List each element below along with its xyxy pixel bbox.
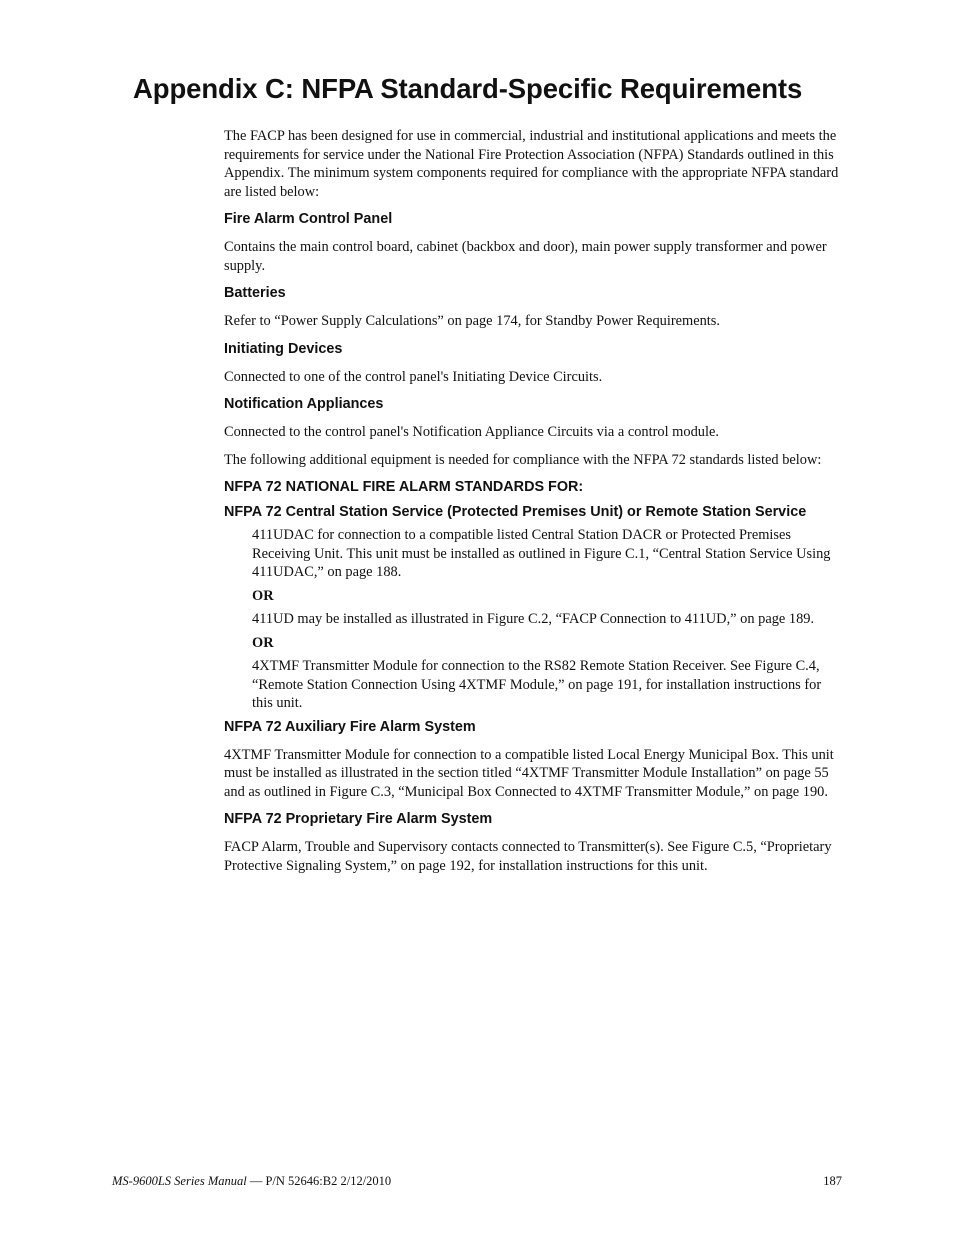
- page-number: 187: [823, 1174, 842, 1188]
- heading-central-station-service: NFPA 72 Central Station Service (Protected Premises Unit) or Remote Station Service: [224, 504, 807, 520]
- facp-paragraph: Contains the main control board, cabinet (backbox and door), main power supply transformer and power supply.: [224, 239, 827, 274]
- central-station-item-411ud: 411UD may be installed as illustrated in Figure C.2, “FACP Connection to 411UD,” on page 189.: [252, 611, 815, 627]
- or-separator: OR: [252, 634, 274, 651]
- footer-manual-info: [112, 1174, 391, 1189]
- footer-part-number: — P/N 52646:B2 2/12/2010: [246, 1174, 392, 1188]
- or-separator: OR: [252, 587, 274, 604]
- additional-equipment-paragraph: The following additional equipment is needed for compliance with the NFPA 72 standards listed below:: [224, 451, 822, 468]
- heading-nfpa72-standards: NFPA 72 NATIONAL FIRE ALARM STANDARDS FOR:: [224, 479, 584, 495]
- heading-auxiliary-fire-alarm: NFPA 72 Auxiliary Fire Alarm System: [224, 718, 476, 735]
- intro-paragraph: The FACP has been designed for use in commercial, industrial and institutional applications and meets the requirements for service under the National Fire Protection Association (NFPA) Standards outlined in this Appendix. The minimum system components required for compliance with the appropriate NFPA standard are listed below:: [224, 128, 839, 200]
- batteries-paragraph: Refer to “Power Supply Calculations” on page 174, for Standby Power Requirements.: [224, 313, 720, 329]
- heading-proprietary-fire-alarm: NFPA 72 Proprietary Fire Alarm System: [224, 811, 493, 827]
- document-body: [224, 127, 844, 875]
- auxiliary-paragraph: 4XTMF Transmitter Module for connection to a compatible listed Local Energy Municipal Box. This unit must be installed as illustrated in the section titled “4XTMF Transmitter Module Installation” on page 55 and as outlined in Figure C.3, “Municipal Box Connected to 4XTMF Transmitter Module,” on page 190.: [224, 746, 834, 800]
- initiating-paragraph: Connected to one of the control panel's Initiating Device Circuits.: [224, 368, 603, 385]
- proprietary-paragraph: FACP Alarm, Trouble and Supervisory contacts connected to Transmitter(s). See Figure C.5, “Proprietary Protective Signaling System,” on page 192, for installation instructions for this unit.: [224, 839, 832, 874]
- heading-batteries: Batteries: [224, 285, 286, 301]
- central-station-item-411udac: 411UDAC for connection to a compatible listed Central Station DACR or Protected Premises Receiving Unit. This unit must be installed as outlined in Figure C.1, “Central Station Service Using 411UDAC,” on page 188.: [252, 527, 831, 580]
- heading-fire-alarm-control-panel: Fire Alarm Control Panel: [224, 211, 393, 227]
- notification-paragraph: Connected to the control panel's Notification Appliance Circuits via a control module.: [224, 424, 719, 440]
- page-title: Appendix C: NFPA Standard-Specific Requirements: [133, 73, 803, 104]
- heading-initiating-devices: Initiating Devices: [224, 340, 343, 357]
- heading-notification-appliances: Notification Appliances: [224, 396, 384, 412]
- central-station-item-4xtmf: 4XTMF Transmitter Module for connection to the RS82 Remote Station Receiver. See Figure C.4, “Remote Station Connection Using 4XTMF Module,” on page 191, for installation instructions for this unit.: [252, 658, 822, 711]
- footer-manual-name: MS-9600LS Series Manual: [112, 1174, 247, 1188]
